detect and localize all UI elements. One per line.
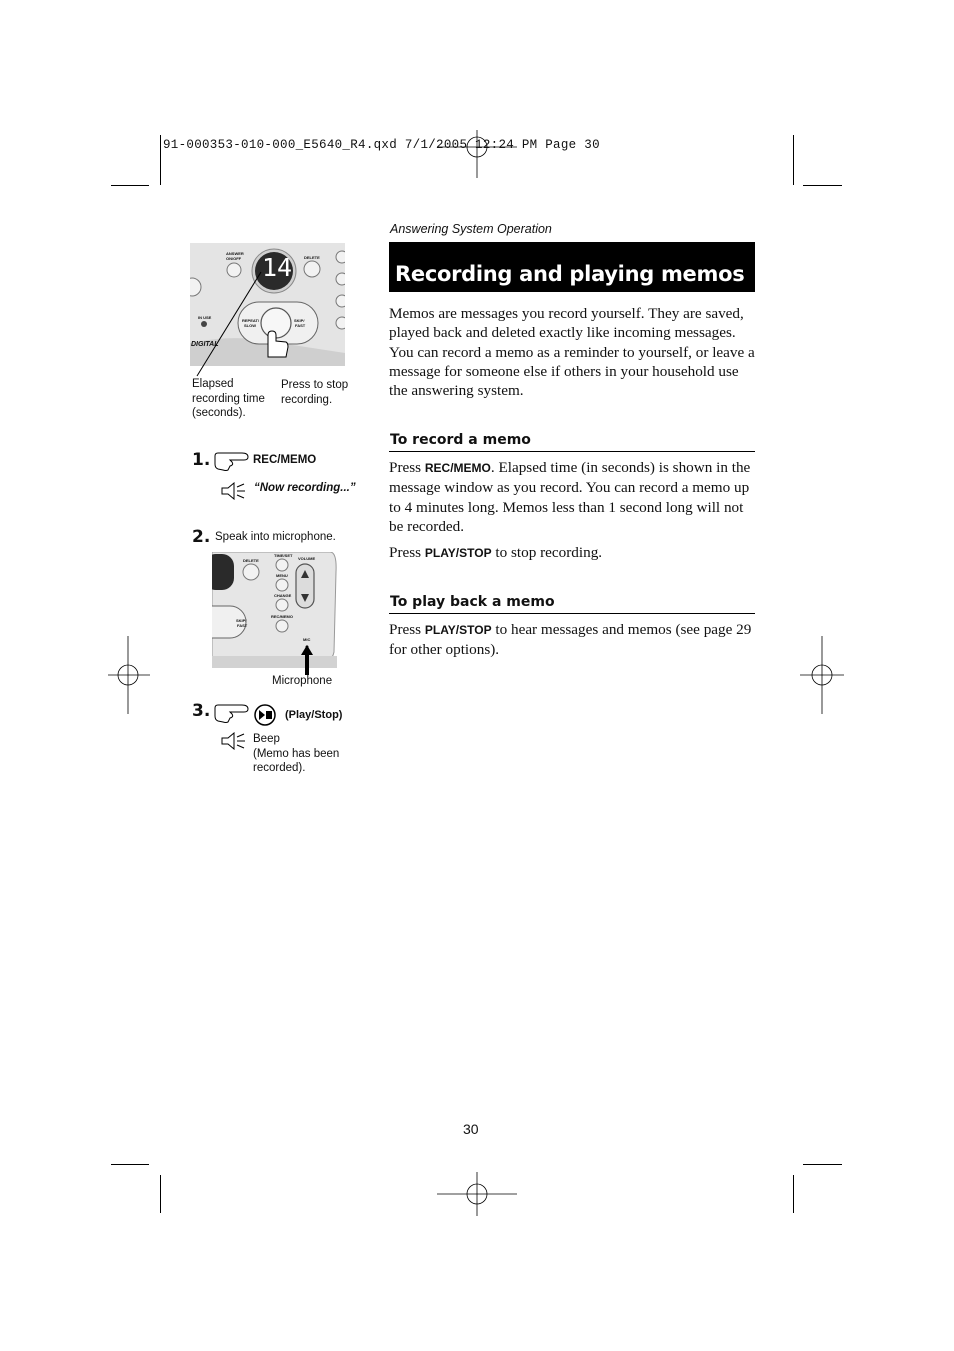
step-1-voice: “Now recording...” [254,482,356,494]
stop-caption [281,378,356,407]
menu-label: MENU [276,573,288,578]
fast-label: FAST [295,323,306,328]
caption-line: Elapsed [192,378,234,390]
microphone-figure [212,552,337,668]
playback-text: to hear messages and memos (see page 29 for other options). [389,621,752,659]
change-label: CHANGE [274,593,292,598]
result-line: Beep [253,733,280,745]
step-3-number: 3. [192,701,211,721]
onoff-label: ON/OFF [226,256,242,261]
slow-label: SLOW [244,323,256,328]
speaker-icon [220,732,246,750]
record-heading: To record a memo [390,432,531,448]
handset-base-illustration [212,552,337,668]
caption-line: (seconds). [192,407,246,419]
crop-mark [160,1175,161,1213]
pointing-hand-icon [214,703,250,724]
display-digits: 14 [262,253,293,282]
playback-text: Press [389,621,425,638]
result-line: (Memo has been [253,747,340,760]
record-text: . Elapsed time (in seconds) is shown in the message window as you record. You can record a memo up to 4 minutes long. Memos less than 1 second long will not be recorded. [389,459,751,535]
slug-line: 91-000353-010-000_E5640_R4.qxd 7/1/2005 12:24 PM Page 30 [163,138,600,152]
title-bar [389,242,755,292]
caption-line: recording time [192,392,265,405]
registration-target [437,1172,517,1216]
digital-label: DIGITAL [191,341,219,348]
crop-mark [793,1175,794,1213]
crop-mark [160,135,161,185]
rec-memo-key: REC/MEMO [424,461,491,475]
inuse-label: IN USE [198,315,212,320]
record-heading-rule [389,451,755,452]
play-stop-key: PLAY/STOP [424,623,492,637]
play-stop-button-icon [253,704,277,726]
record-stop-text: Press [389,544,425,561]
record-stop-paragraph [389,543,755,563]
delete-label: DELETE [304,255,320,260]
result-line: recorded). [253,762,306,774]
playback-paragraph [389,620,755,660]
intro-text: Memos are messages you record yourself. They are saved, played back and deleted exactly like incoming messages. You can record a memo as a reminder to yourself, or leave a message for someone else if others in your household use the answering system. [389,305,755,400]
microphone-arrow [300,645,314,675]
record-stop-text: to stop recording. [491,544,603,561]
intro-paragraph [389,304,755,400]
fast-label: FAST [237,623,248,628]
step-1-action: REC/MEMO [253,454,317,466]
step-2-action: Speak into microphone. [215,531,336,543]
caption-line: recording. [281,393,333,406]
answer-label: ANSWER [226,251,244,256]
microphone-caption: Microphone [272,675,333,687]
crop-mark [793,135,794,185]
volume-label: VOLUME [298,556,316,561]
recmemo-label: REC/MEMO [271,614,293,619]
playback-heading: To play back a memo [390,594,555,610]
skip-label: SKIP/ [236,618,247,623]
play-stop-key: PLAY/STOP [424,546,492,560]
step-3-action: (Play/Stop) [285,709,343,721]
record-text: Press [389,459,425,476]
playback-heading-rule [389,613,755,614]
speaker-icon [220,482,246,500]
step-1-number: 1. [192,450,211,470]
pointing-hand-icon [214,451,250,472]
delete-label: DELETE [243,558,259,563]
mic-label: MIC [303,637,311,642]
page-title: Recording and playing memos [395,262,745,286]
repeat-label: REPEAT/ [242,318,260,323]
crop-mark [803,1164,842,1165]
caption-line: Press to stop [281,379,349,391]
callout-line [195,270,265,380]
step-2-number: 2. [192,527,211,547]
registration-target [108,636,150,714]
timeset-label: TIME/SET [274,553,293,558]
record-paragraph [389,458,755,536]
step-3-result [253,732,348,776]
registration-target [800,636,844,714]
elapsed-caption [192,377,277,421]
page-number: 30 [463,1121,479,1137]
crop-mark [111,185,149,186]
crop-mark [111,1164,149,1165]
running-header: Answering System Operation [390,222,552,236]
skip-label: SKIP/ [294,318,305,323]
crop-mark [803,185,842,186]
